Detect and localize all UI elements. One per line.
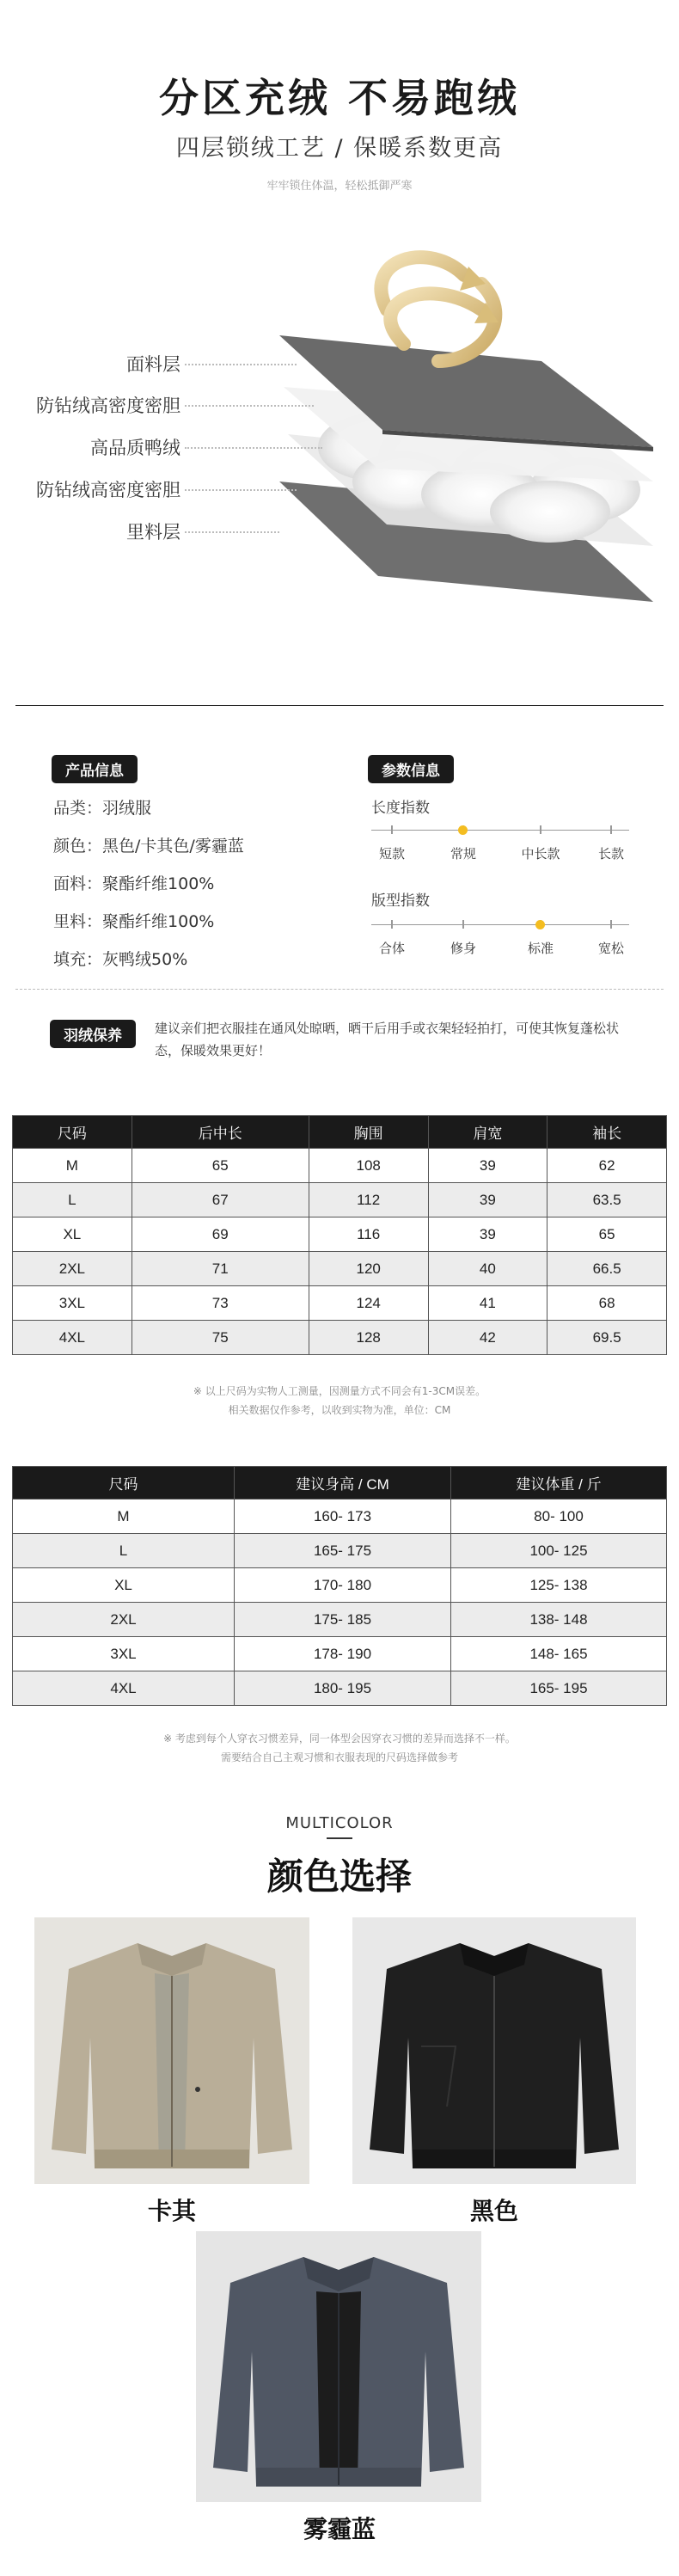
fit-label: 宽松	[597, 941, 624, 956]
length-label: 中长款	[521, 846, 560, 862]
cell: 66.5	[547, 1252, 667, 1286]
hero-caption: 牢牢锁住体温，轻松抵御严寒	[266, 180, 413, 193]
cell: 116	[309, 1217, 428, 1252]
cell: 67	[132, 1183, 309, 1217]
cell: 120	[309, 1252, 428, 1286]
cell: L	[13, 1183, 132, 1217]
tick	[462, 920, 464, 929]
color-label-black: 黑色	[469, 2197, 518, 2225]
info-row-category	[53, 795, 151, 819]
info-value: ：聚酯纤维100%	[86, 874, 215, 893]
table-row	[13, 1286, 667, 1321]
size-note-2: 相关数据仅作参考，以收到实物为准，单位：CM	[228, 1404, 451, 1416]
table-header	[13, 1467, 667, 1500]
length-label: 长款	[597, 846, 624, 862]
fit-label: 修身	[450, 941, 476, 956]
cell: 63.5	[547, 1183, 667, 1217]
colors-title: 颜色选择	[266, 1855, 412, 1898]
layer-label-lining: 里料层	[126, 522, 180, 543]
cell: M	[13, 1500, 235, 1534]
info-value: ：聚酯纤维100%	[86, 912, 215, 931]
fit-note-2: 需要结合自己主观习惯和衣服表现的尺码选择做参考	[220, 1751, 458, 1763]
col-header: 尺码	[13, 1467, 235, 1500]
cell: 160- 173	[235, 1500, 451, 1534]
table-row	[13, 1321, 667, 1355]
size-table	[12, 1115, 667, 1355]
info-key: 里料	[53, 912, 87, 931]
eyebrow-underline	[327, 1837, 352, 1839]
cell: 40	[428, 1252, 547, 1286]
warmth-arrows-icon	[381, 257, 495, 361]
care-text: 建议亲们把衣服挂在通风处晾晒，晒干后用手或衣架轻轻拍打，可使其恢复蓬松状态，保暖效果更好！	[155, 1021, 620, 1058]
cell: 4XL	[13, 1321, 132, 1355]
cell: 69.5	[547, 1321, 667, 1355]
cell: 68	[547, 1286, 667, 1321]
length-scale	[371, 830, 629, 831]
table-row	[13, 1534, 667, 1568]
cell: 175- 185	[235, 1603, 451, 1637]
care-badge: 羽绒保养	[50, 1020, 136, 1048]
cell: 65	[132, 1149, 309, 1183]
cell: 2XL	[13, 1252, 132, 1286]
khaki-jacket-image	[34, 1917, 309, 2184]
table-row	[13, 1149, 667, 1183]
col-header: 肩宽	[428, 1116, 547, 1149]
length-label: 短款	[378, 846, 405, 862]
cell: 165- 175	[235, 1534, 451, 1568]
cell: 138- 148	[451, 1603, 667, 1637]
cell: 80- 100	[451, 1500, 667, 1534]
col-header: 尺码	[13, 1116, 132, 1149]
table-row	[13, 1637, 667, 1671]
cell: 65	[547, 1217, 667, 1252]
haze-blue-jacket-image	[196, 2231, 481, 2502]
cell: L	[13, 1534, 235, 1568]
leader-line	[185, 447, 322, 449]
length-label: 常规	[450, 846, 476, 862]
table-row	[13, 1252, 667, 1286]
cell: 39	[428, 1217, 547, 1252]
leader-line	[185, 489, 297, 491]
divider	[15, 989, 664, 990]
black-jacket-image	[352, 1917, 636, 2184]
color-label-khaki: 卡其	[147, 2197, 196, 2225]
info-key: 面料	[53, 874, 87, 893]
hero-subtitle: 四层锁绒工艺 / 保暖系数更高	[175, 135, 504, 162]
tick	[391, 920, 393, 929]
cell: 112	[309, 1183, 428, 1217]
cell: 3XL	[13, 1637, 235, 1671]
cell: 69	[132, 1217, 309, 1252]
tick	[610, 825, 612, 834]
leader-line	[185, 405, 314, 407]
fit-marker	[535, 920, 545, 929]
info-value: ：羽绒服	[86, 799, 152, 818]
col-header: 后中长	[132, 1116, 309, 1149]
cell: 108	[309, 1149, 428, 1183]
cell: 75	[132, 1321, 309, 1355]
cell: 2XL	[13, 1603, 235, 1637]
info-key: 填充	[53, 950, 87, 969]
fit-index-title: 版型指数	[371, 892, 430, 910]
cell: 170- 180	[235, 1568, 451, 1603]
hero-title: 分区充绒 不易跑绒	[158, 75, 520, 121]
cell: 39	[428, 1183, 547, 1217]
info-row-color	[53, 833, 244, 856]
size-note-1: ※ 以上尺码为实物人工测量，因测量方式不同会有1-3CM误差。	[193, 1385, 486, 1397]
tick	[610, 920, 612, 929]
col-header: 胸围	[309, 1116, 428, 1149]
table-row	[13, 1217, 667, 1252]
leader-line	[185, 364, 297, 365]
cell: 180- 195	[235, 1671, 451, 1706]
info-value: ：黑色/卡其色/雾霾蓝	[86, 837, 244, 856]
info-row-lining	[53, 909, 214, 932]
divider	[15, 705, 664, 706]
fit-table	[12, 1466, 667, 1706]
cell: 3XL	[13, 1286, 132, 1321]
info-row-fabric	[53, 871, 214, 894]
cell: 62	[547, 1149, 667, 1183]
colors-eyebrow: MULTICOLOR	[285, 1814, 394, 1832]
info-key: 颜色	[53, 837, 87, 856]
fit-label: 合体	[378, 941, 405, 956]
cell: 41	[428, 1286, 547, 1321]
fit-scale	[371, 924, 629, 925]
cell: 178- 190	[235, 1637, 451, 1671]
layer-label-liner-top: 防钻绒高密度密胆	[36, 396, 180, 416]
info-value: ：灰鸭绒50%	[86, 950, 188, 969]
table-header	[13, 1116, 667, 1149]
layer-label-down: 高品质鸭绒	[90, 438, 180, 458]
cell: 4XL	[13, 1671, 235, 1706]
product-info-badge: 产品信息	[52, 755, 138, 783]
leader-line	[185, 531, 279, 533]
table-row	[13, 1671, 667, 1706]
col-header: 建议身高 / CM	[235, 1467, 451, 1500]
layer-label-liner-bottom: 防钻绒高密度密胆	[36, 480, 180, 500]
layer-label-fabric: 面料层	[126, 354, 180, 375]
cell: 39	[428, 1149, 547, 1183]
cell: M	[13, 1149, 132, 1183]
cell: 165- 195	[451, 1671, 667, 1706]
fit-label: 标准	[527, 941, 554, 956]
cell: 73	[132, 1286, 309, 1321]
info-row-filling	[53, 947, 187, 970]
cell: XL	[13, 1217, 132, 1252]
col-header: 袖长	[547, 1116, 667, 1149]
tick	[540, 825, 541, 834]
cell: 100- 125	[451, 1534, 667, 1568]
cell: 42	[428, 1321, 547, 1355]
fit-note-1: ※ 考虑到每个人穿衣习惯差异，同一体型会因穿衣习惯的差异而选择不一样。	[163, 1733, 516, 1745]
tick	[391, 825, 393, 834]
params-badge: 参数信息	[368, 755, 454, 783]
col-header: 建议体重 / 斤	[451, 1467, 667, 1500]
cell: 128	[309, 1321, 428, 1355]
info-key: 品类	[53, 799, 87, 818]
cell: 124	[309, 1286, 428, 1321]
table-row	[13, 1500, 667, 1534]
color-label-haze-blue: 雾霾蓝	[303, 2515, 376, 2543]
table-row	[13, 1183, 667, 1217]
cell: 125- 138	[451, 1568, 667, 1603]
cell: XL	[13, 1568, 235, 1603]
table-row	[13, 1603, 667, 1637]
length-index-title: 长度指数	[371, 800, 430, 817]
table-row	[13, 1568, 667, 1603]
cell: 71	[132, 1252, 309, 1286]
length-marker	[458, 825, 468, 835]
cell: 148- 165	[451, 1637, 667, 1671]
